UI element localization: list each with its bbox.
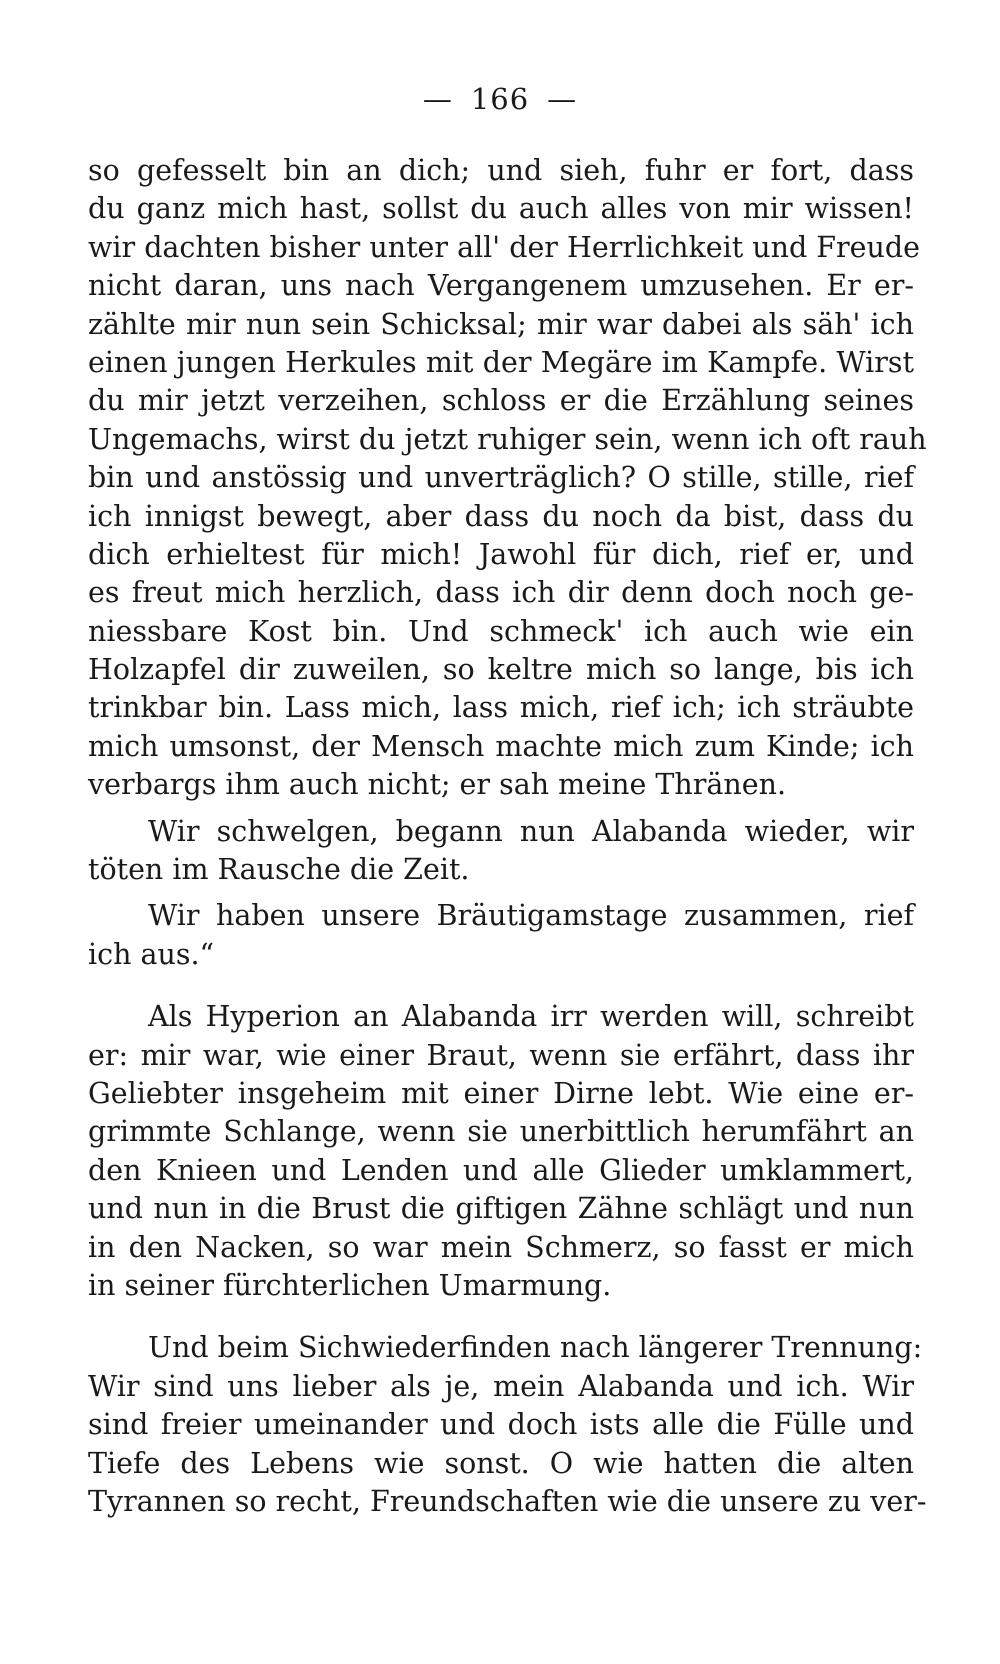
text-line: töten im Rausche die Zeit. — [88, 853, 470, 887]
text-line: nicht daran, uns nach Vergangenem umzusehen. Er er- — [88, 269, 914, 303]
text-line: niessbare Kost bin. Und schmeck' ich auch wie ein — [88, 614, 914, 648]
text-line: Wir schwelgen, begann nun Alabanda wieder, wir — [148, 814, 914, 848]
text-line: zählte mir nun sein Schicksal; mir war dabei als säh' ich — [88, 307, 914, 341]
text-line: wir dachten bisher unter all' der Herrlichkeit und Freude — [88, 230, 921, 264]
text-line: in den Nacken, so war mein Schmerz, so fasst er mich — [88, 1230, 914, 1264]
paragraph — [88, 998, 914, 1305]
paragraph — [88, 152, 927, 805]
text-line: Als Hyperion an Alabanda irr werden will, schreibt — [148, 1000, 914, 1034]
text-line: Wir haben unsere Bräutigamstage zusammen, rief — [148, 899, 914, 933]
text-line: Geliebter insgeheim mit einer Dirne lebt. Wie eine er- — [88, 1076, 914, 1110]
text-line: ich aus.“ — [88, 937, 215, 971]
text-line: es freut mich herzlich, dass ich dir denn doch noch ge- — [88, 576, 914, 610]
text-line: so gefesselt bin an dich; und sieh, fuhr er fort, dass — [88, 154, 914, 187]
text-line: in seiner fürchterlichen Umarmung. — [88, 1268, 612, 1302]
text-line: Tiefe des Lebens wie sonst. O wie hatten die alten — [88, 1446, 914, 1480]
page-number-dash-right: — — [547, 82, 578, 116]
text-line: Und beim Sichwiederfinden nach längerer Trennung: — [148, 1331, 923, 1365]
text-line: und nun in die Brust die giftigen Zähne schlägt und nun — [88, 1192, 914, 1226]
text-line: den Knieen und Lenden und alle Glieder umklammert, — [88, 1153, 914, 1187]
text-line: Ungemachs, wirst du jetzt ruhiger sein, wenn ich oft rauh — [88, 422, 927, 456]
text-line: verbargs ihm auch nicht; er sah meine Thränen. — [88, 768, 787, 802]
text-line: sind freier umeinander und doch ists alle die Fülle und — [88, 1408, 914, 1442]
text-line: trinkbar bin. Lass mich, lass mich, rief ich; ich sträubte — [88, 691, 914, 725]
text-line: Wir sind uns lieber als je, mein Alabanda und ich. Wir — [88, 1369, 914, 1403]
paragraph — [88, 813, 914, 890]
text-line: ich innigst bewegt, aber dass du noch da bist, dass du — [88, 499, 914, 533]
paragraph — [88, 1329, 927, 1521]
text-line: Tyrannen so recht, Freundschaften wie die unsere zu ver- — [88, 1484, 927, 1518]
text-line: einen jungen Herkules mit der Megäre im Kampfe. Wirst — [88, 345, 914, 379]
text-line: er: mir war, wie einer Braut, wenn sie erfährt, dass ihr — [88, 1038, 914, 1072]
text-line: grimmte Schlange, wenn sie unerbittlich herumfährt an — [88, 1115, 914, 1149]
text-line: bin und anstössig und unverträglich? O stille, stille, rief — [88, 461, 914, 495]
page-number: 166 — [470, 82, 530, 116]
text-line: du mir jetzt verzeihen, schloss er die Erzählung seines — [88, 384, 914, 418]
body-text — [88, 152, 927, 1521]
paragraph — [88, 897, 914, 974]
text-line: Holzapfel dir zuweilen, so keltre mich so lange, bis ich — [88, 653, 914, 687]
text-line: mich umsonst, der Mensch machte mich zum Kinde; ich — [88, 729, 914, 763]
page-number-header — [0, 82, 1000, 116]
text-line: dich erhieltest für mich! Jawohl für dich, rief er, und — [88, 537, 914, 571]
page-number-dash-left: — — [422, 82, 453, 116]
text-line: du ganz mich hast, sollst du auch alles von mir wissen! — [88, 192, 914, 226]
